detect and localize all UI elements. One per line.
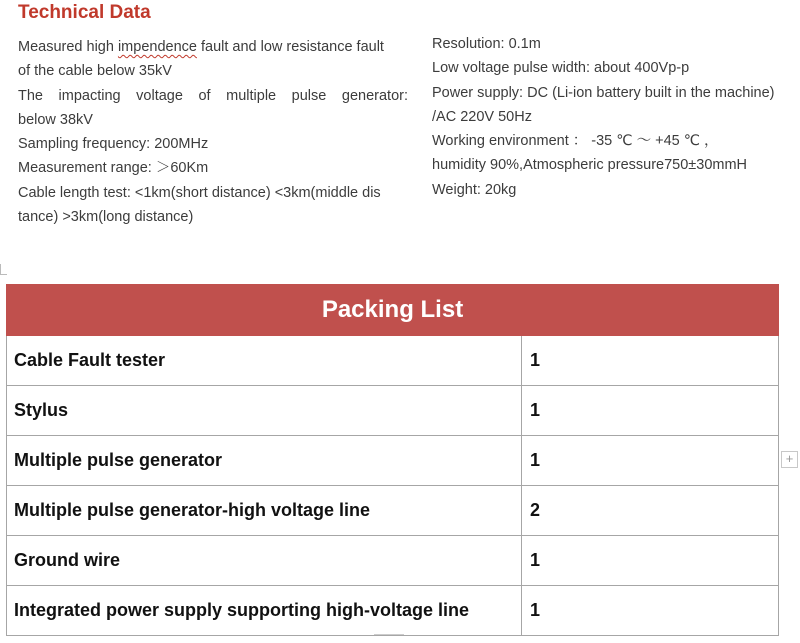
item-qty-cell: 1 <box>522 536 779 586</box>
item-qty-cell: 2 <box>522 486 779 536</box>
spec-line: Weight: 20kg <box>432 181 517 198</box>
item-name-cell: Integrated power supply supporting high-voltage line <box>7 586 522 636</box>
packing-list-table <box>6 284 779 636</box>
spec-line: below 38kV <box>18 111 93 128</box>
table-row <box>7 436 779 486</box>
spec-text: Measured high <box>18 39 118 55</box>
technical-data-left-column <box>18 35 408 229</box>
table-row <box>7 536 779 586</box>
spec-line: humidity 90%,Atmospheric pressure750±30mmH <box>432 157 748 174</box>
spec-line: Resolution: 0.1m <box>432 36 541 52</box>
spec-line: Working environment ： -35 ℃ ～ +45 ℃ ， <box>432 133 719 150</box>
packing-list-title: Packing List <box>7 285 779 336</box>
item-name-cell: Ground wire <box>7 536 522 586</box>
item-name-cell: Stylus <box>7 386 522 436</box>
spec-line <box>18 35 408 59</box>
spec-line: Power supply: DC (Li-ion battery built in the machine) <box>432 84 775 101</box>
spec-text: fault and low resistance fault <box>196 39 384 55</box>
item-qty-cell: 1 <box>522 336 779 386</box>
table-row <box>7 486 779 536</box>
spec-line: Measurement range: ＞60Km <box>18 160 209 177</box>
spec-line: Cable length test: <1km(short distance) <3km(middle dis <box>18 184 381 201</box>
table-row <box>7 386 779 436</box>
item-qty-cell: 1 <box>522 386 779 436</box>
spec-line: Sampling frequency: 200MHz <box>18 136 209 153</box>
technical-data-heading: Technical Data <box>18 2 151 23</box>
table-row <box>7 336 779 386</box>
spec-line: The impacting voltage of multiple pulse generator: <box>18 87 408 104</box>
spec-line: of the cable below 35kV <box>18 63 172 80</box>
technical-data-right-column <box>432 32 794 202</box>
item-name-cell: Multiple pulse generator <box>7 436 522 486</box>
spec-line: tance) >3km(long distance) <box>18 209 194 226</box>
item-qty-cell: 1 <box>522 436 779 486</box>
item-name-cell: Multiple pulse generator-high voltage line <box>7 486 522 536</box>
spellcheck-underlined-word: impendence <box>117 39 197 55</box>
item-qty-cell: 1 <box>522 586 779 636</box>
packing-list-header-row <box>7 285 779 336</box>
spec-line: Low voltage pulse width: about 400Vp-p <box>432 60 690 77</box>
add-row-icon[interactable]: + <box>781 451 798 468</box>
table-move-handle-icon[interactable] <box>0 264 7 275</box>
table-row <box>7 586 779 636</box>
item-name-cell: Cable Fault tester <box>7 336 522 386</box>
spec-line: /AC 220V 50Hz <box>432 108 532 125</box>
